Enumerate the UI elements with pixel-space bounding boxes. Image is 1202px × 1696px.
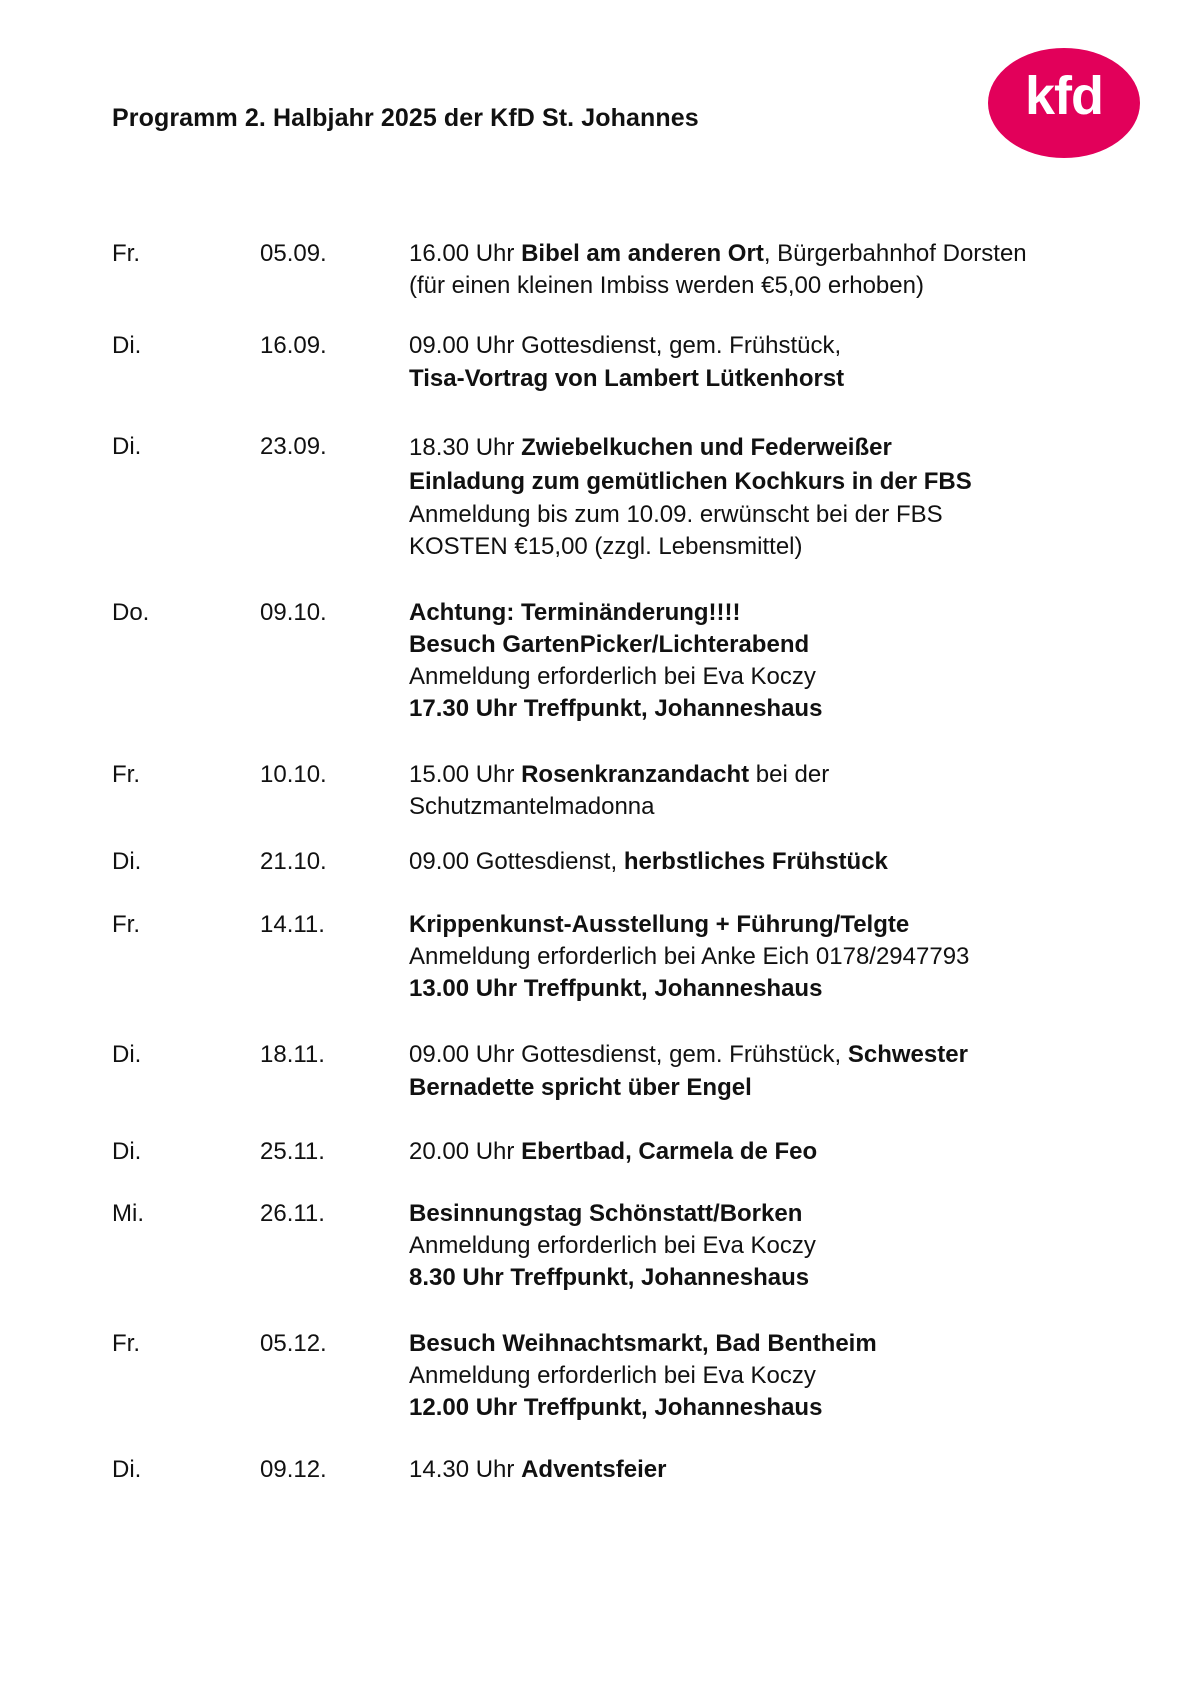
- event-text-bold: Achtung: Terminänderung!!!!: [409, 599, 741, 626]
- event-description: [409, 1454, 1129, 1486]
- kfd-logo-text: kfd: [1025, 66, 1103, 126]
- event-day: Fr.: [112, 1330, 140, 1357]
- event-day: Di.: [112, 1041, 142, 1068]
- event-description-line: [409, 973, 1129, 1005]
- event-description-line: [409, 1392, 1129, 1424]
- event-description-line: [409, 330, 1129, 362]
- event-date: 16.09.: [260, 332, 327, 359]
- event-day: Fr.: [112, 911, 140, 938]
- event-description: [409, 1136, 1129, 1168]
- event-description-line: [409, 499, 1129, 531]
- event-text-bold: Bibel am anderen Ort: [521, 240, 764, 267]
- event-description-line: [409, 629, 1129, 661]
- event-description: [409, 1039, 1129, 1105]
- event-text: 14.30 Uhr: [409, 1456, 522, 1483]
- event-date: 05.09.: [260, 240, 327, 267]
- event-description: [409, 1328, 1129, 1424]
- event-text-bold: Tisa-Vortrag von Lambert Lütkenhorst: [409, 365, 845, 392]
- event-description-line: [409, 661, 1129, 693]
- event-description-line: [409, 431, 1129, 465]
- event-text: 09.00 Uhr Gottesdienst, gem. Frühstück,: [409, 1041, 848, 1068]
- event-date: 14.11.: [260, 911, 325, 938]
- event-day: Di.: [112, 332, 142, 359]
- event-text-bold: Rosenkranzandacht: [521, 761, 750, 788]
- event-description-line: [409, 465, 1129, 499]
- event-text: Anmeldung bis zum 10.09. erwünscht bei der FBS: [409, 501, 943, 528]
- event-description-line: [409, 759, 1129, 791]
- event-description: [409, 846, 1129, 878]
- event-text: 15.00 Uhr: [409, 761, 522, 788]
- event-text: 09.00 Uhr Gottesdienst, gem. Frühstück,: [409, 332, 842, 359]
- event-description-line: [409, 941, 1129, 973]
- event-day: Mi.: [112, 1200, 144, 1227]
- event-description: [409, 431, 1129, 563]
- event-description-line: [409, 1454, 1129, 1486]
- event-text: 16.00 Uhr: [409, 240, 522, 267]
- event-text-bold: Zwiebelkuchen und Federweißer: [521, 434, 892, 461]
- event-text-bold: Adventsfeier: [521, 1456, 667, 1483]
- event-text: 18.30 Uhr: [409, 434, 522, 461]
- event-description: [409, 597, 1129, 725]
- event-description-line: [409, 693, 1129, 725]
- event-description-line: [409, 362, 1129, 396]
- event-description-line: [409, 909, 1129, 941]
- event-day: Fr.: [112, 240, 140, 267]
- event-date: 05.12.: [260, 1330, 327, 1357]
- event-description-line: [409, 1360, 1129, 1392]
- event-description-line: [409, 1262, 1129, 1294]
- event-description-line: [409, 597, 1129, 629]
- event-description-line: [409, 1328, 1129, 1360]
- event-text: Anmeldung erforderlich bei Eva Koczy: [409, 663, 816, 690]
- event-description-line: [409, 270, 1129, 302]
- event-description: [409, 330, 1129, 396]
- event-description-line: [409, 791, 1129, 823]
- event-text-bold: 12.00 Uhr Treffpunkt, Johanneshaus: [409, 1394, 823, 1421]
- event-date: 09.10.: [260, 599, 327, 626]
- event-day: Fr.: [112, 761, 140, 788]
- event-description: [409, 759, 1129, 823]
- event-date: 23.09.: [260, 433, 327, 460]
- event-text: Anmeldung erforderlich bei Eva Koczy: [409, 1232, 816, 1259]
- event-description-line: [409, 1198, 1129, 1230]
- event-day: Di.: [112, 848, 142, 875]
- event-text-bold: Krippenkunst-Ausstellung + Führung/Telgte: [409, 911, 910, 938]
- event-text: 20.00 Uhr: [409, 1138, 522, 1165]
- event-text: Schutzmantelmadonna: [409, 793, 655, 820]
- kfd-logo: [988, 48, 1140, 158]
- event-day: Di.: [112, 433, 142, 460]
- event-date: 09.12.: [260, 1456, 327, 1483]
- event-text-bold: 17.30 Uhr Treffpunkt, Johanneshaus: [409, 695, 823, 722]
- event-text-bold: Besuch Weihnachtsmarkt, Bad Bentheim: [409, 1330, 877, 1357]
- event-date: 26.11.: [260, 1200, 325, 1227]
- event-description-line: [409, 531, 1129, 563]
- event-description: [409, 1198, 1129, 1294]
- event-date: 21.10.: [260, 848, 327, 875]
- event-text: , Bürgerbahnhof Dorsten: [763, 240, 1027, 267]
- event-description: [409, 909, 1129, 1005]
- event-description-line: [409, 1071, 1129, 1105]
- event-text-bold: Besuch GartenPicker/Lichterabend: [409, 631, 810, 658]
- event-date: 10.10.: [260, 761, 327, 788]
- event-day: Di.: [112, 1456, 142, 1483]
- event-date: 18.11.: [260, 1041, 325, 1068]
- event-text-bold: herbstliches Frühstück: [623, 848, 888, 875]
- event-text: Anmeldung erforderlich bei Anke Eich 0178/2947793: [409, 943, 970, 970]
- event-description-line: [409, 1230, 1129, 1262]
- event-text: bei der: [749, 761, 830, 788]
- event-text-bold: Einladung zum gemütlichen Kochkurs in der FBS: [409, 468, 972, 495]
- page-title: Programm 2. Halbjahr 2025 der KfD St. Johannes: [112, 104, 699, 132]
- event-description-line: [409, 1136, 1129, 1168]
- event-text: KOSTEN €15,00 (zzgl. Lebensmittel): [409, 533, 803, 560]
- event-text: (für einen kleinen Imbiss werden €5,00 erhoben): [409, 272, 924, 299]
- event-description-line: [409, 846, 1129, 878]
- event-text-bold: 13.00 Uhr Treffpunkt, Johanneshaus: [409, 975, 823, 1002]
- event-text: Anmeldung erforderlich bei Eva Koczy: [409, 1362, 816, 1389]
- event-text: 09.00 Gottesdienst,: [409, 848, 624, 875]
- event-description-line: [409, 238, 1129, 270]
- event-day: Di.: [112, 1138, 142, 1165]
- event-text-bold: Bernadette spricht über Engel: [409, 1074, 752, 1101]
- event-date: 25.11.: [260, 1138, 325, 1165]
- event-text-bold: 8.30 Uhr Treffpunkt, Johanneshaus: [409, 1264, 810, 1291]
- event-description: [409, 238, 1129, 302]
- event-text-bold: Schwester: [847, 1041, 968, 1068]
- event-day: Do.: [112, 599, 150, 626]
- event-description-line: [409, 1039, 1129, 1071]
- event-text-bold: Ebertbad, Carmela de Feo: [521, 1138, 818, 1165]
- event-text-bold: Besinnungstag Schönstatt/Borken: [409, 1200, 803, 1227]
